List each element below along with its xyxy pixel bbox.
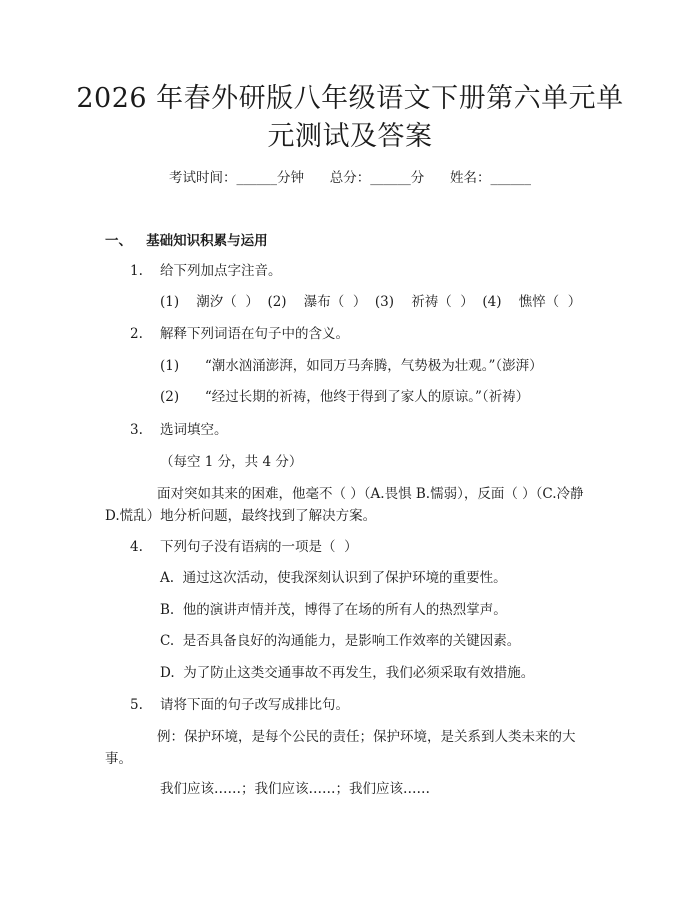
q4-option-b: B. 他的演讲声情并茂，博得了在场的所有人的热烈掌声。: [160, 602, 507, 618]
q4-option-a: A. 通过这次活动，使我深刻认识到了保护环境的重要性。: [160, 570, 507, 586]
q2-item-2: (2) “经过长期的祈祷，他终于得到了家人的原谅。”（祈祷）: [160, 389, 530, 405]
exam-info-line: 考试时间：______分钟 总分：______分 姓名：______: [169, 170, 531, 186]
q3-stem: 3. 选词填空。: [130, 422, 228, 438]
q5-example: 例：保护环境，是每个公民的责任；保护环境，是关系到人类未来的大事。: [105, 729, 576, 767]
q4-option-c: C. 是否具备良好的沟通能力，是影响工作效率的关键因素。: [160, 633, 521, 649]
q5-stem: 5. 请将下面的句子改写成排比句。: [130, 697, 350, 713]
document-title: [60, 80, 640, 156]
q3-body: 面对突如其来的困难，他毫不（ ）（A.畏惧 B.懦弱），反面（ ）（C.冷静 D.慌乱）地分析问题，最终找到了解决方案。: [105, 486, 584, 524]
q4-stem: 4. 下列句子没有语病的一项是（ ）: [130, 539, 358, 555]
section-heading: 一、 基础知识积累与运用: [105, 233, 268, 249]
q3-note: （每空 1 分，共 4 分）: [160, 454, 303, 470]
title-line-2: 元测试及答案: [267, 121, 433, 152]
q2-item-1: (1) “潮水汹涌澎湃，如同万马奔腾，气势极为壮观。”（澎湃）: [160, 358, 543, 374]
q2-stem: 2. 解释下列词语在句子中的含义。: [130, 326, 350, 342]
q1-stem: 1. 给下列加点字注音。: [130, 263, 282, 279]
title-line-1: 2026 年春外研版八年级语文下册第六单元单: [76, 83, 624, 114]
q4-option-d: D. 为了防止这类交通事故不再发生，我们必须采取有效措施。: [160, 665, 535, 681]
q1-items: (1) 潮汐（ ） (2) 瀑布（ ） (3) 祈祷（ ） (4) 憔悴（ ）: [160, 294, 582, 310]
q5-answer-template: 我们应该……；我们应该……；我们应该……: [160, 781, 430, 797]
